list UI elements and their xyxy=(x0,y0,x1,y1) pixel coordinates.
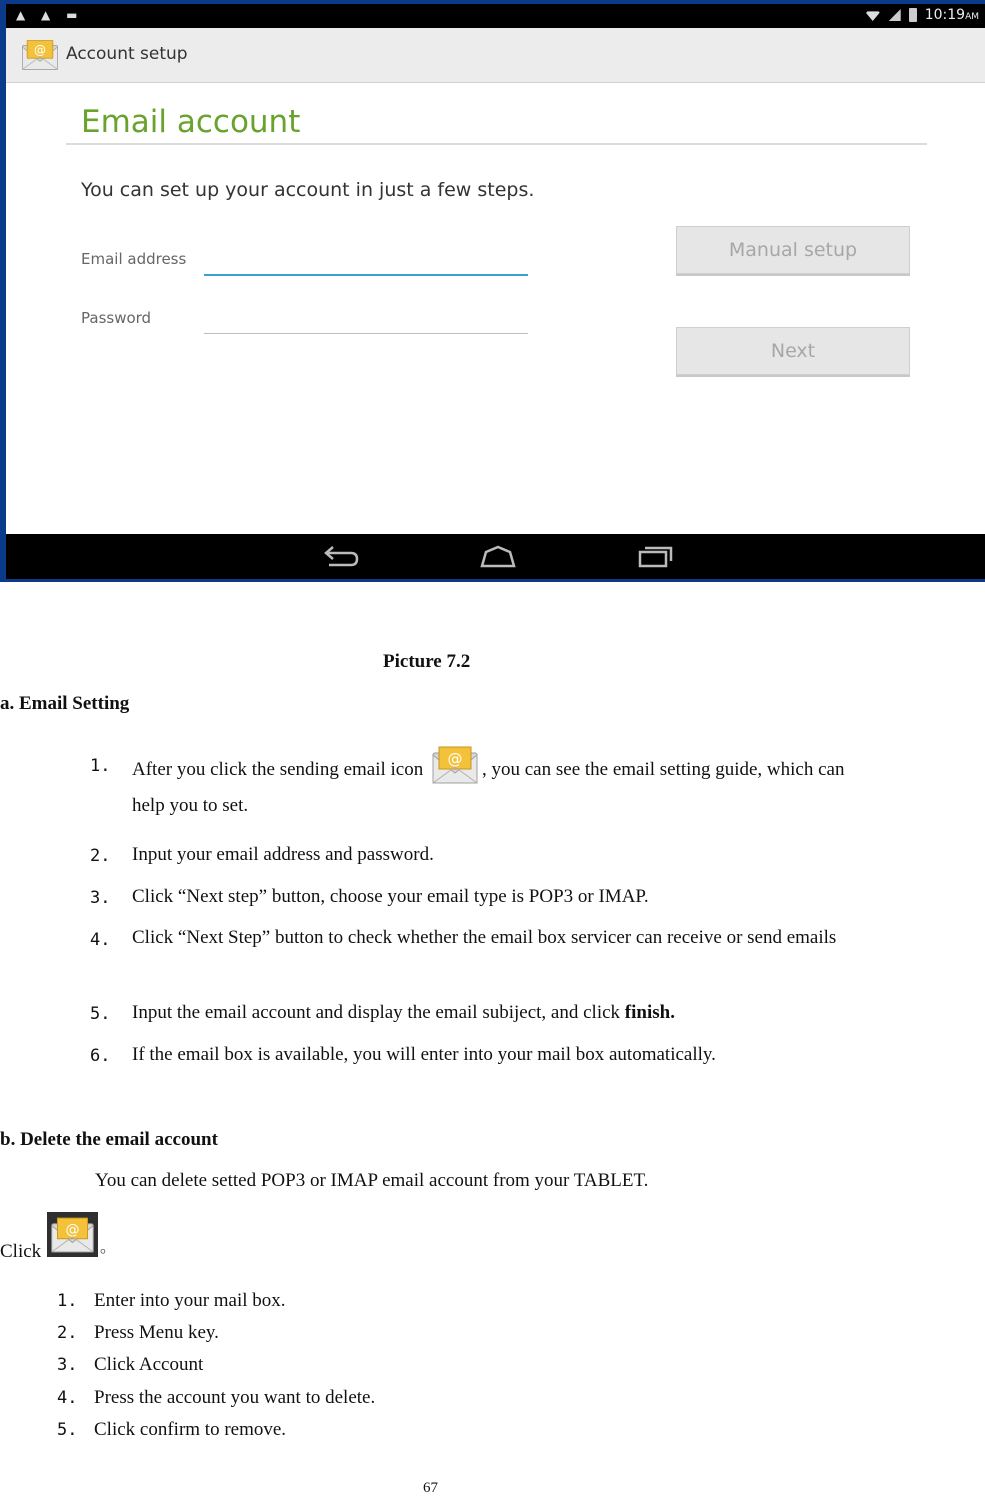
step-text: Enter into your mail box. xyxy=(94,1290,286,1311)
recent-apps-icon[interactable] xyxy=(636,544,676,570)
step-text: Press the account you want to delete. xyxy=(94,1387,376,1408)
step-number: 5. xyxy=(57,1420,78,1440)
step-number: 2. xyxy=(90,846,111,866)
step-text: Click Account xyxy=(94,1354,204,1375)
step-number: 6. xyxy=(90,1046,111,1066)
action-bar xyxy=(6,28,985,83)
section-a-title: a. Email Setting xyxy=(0,693,130,714)
email-address-input[interactable] xyxy=(204,248,528,276)
status-right xyxy=(865,7,979,23)
clock: 10:19AM xyxy=(924,7,979,23)
tablet-screen xyxy=(6,4,985,579)
navigation-bar xyxy=(6,534,985,579)
punctuation: 。 xyxy=(100,1239,117,1256)
section-b-intro: You can delete setted POP3 or IMAP email account from your TABLET. xyxy=(95,1170,649,1191)
step-text: Press Menu key. xyxy=(94,1322,219,1343)
step-text: After you click the sending email icon , you can see the email setting guide, which can help you to set. xyxy=(132,745,870,824)
action-bar-title: Account setup xyxy=(66,44,188,64)
email-address-label: Email address xyxy=(81,250,187,268)
battery-icon xyxy=(909,8,917,22)
password-label: Password xyxy=(81,309,152,327)
click-instruction: Click xyxy=(0,1241,42,1262)
intro-text: You can set up your account in just a few steps. xyxy=(81,179,535,201)
step-number: 4. xyxy=(57,1388,78,1408)
device-screenshot xyxy=(0,0,985,582)
section-a-step xyxy=(90,755,870,835)
section-b-title: b. Delete the email account xyxy=(0,1129,218,1150)
step-text: Click confirm to remove. xyxy=(94,1419,287,1440)
step-number: 4. xyxy=(90,930,111,950)
step-number: 5. xyxy=(90,1004,111,1024)
back-icon[interactable] xyxy=(321,544,361,570)
page-title: Email account xyxy=(81,104,301,140)
email-icon xyxy=(47,1212,98,1257)
home-icon[interactable] xyxy=(478,544,518,570)
step-number: 2. xyxy=(57,1323,78,1343)
wifi-icon xyxy=(865,9,881,21)
figure-caption: Picture 7.2 xyxy=(383,651,471,672)
email-icon xyxy=(430,745,480,785)
email-app-icon[interactable] xyxy=(20,39,60,71)
step-text: Click “Next Step” button to check whether the email box servicer can receive or send emails xyxy=(132,927,837,948)
step-text: Click “Next step” button, choose your email type is POP3 or IMAP. xyxy=(132,886,649,907)
step-number: 1. xyxy=(90,756,111,776)
heading-divider xyxy=(66,143,927,145)
status-bar xyxy=(6,4,985,28)
step-text: Input your email address and password. xyxy=(132,844,434,865)
step-number: 3. xyxy=(90,888,111,908)
page-number: 67 xyxy=(423,1480,438,1496)
manual-setup-button[interactable]: Manual setup xyxy=(676,226,910,274)
next-button[interactable]: Next xyxy=(676,327,910,375)
step-text: If the email box is available, you will enter into your mail box automatically. xyxy=(132,1044,716,1065)
step-number: 3. xyxy=(57,1355,78,1375)
notification-icons: ▲ ▲ ▬ xyxy=(16,8,84,22)
signal-icon xyxy=(889,9,901,21)
step-number: 1. xyxy=(57,1291,78,1311)
password-input[interactable] xyxy=(204,307,528,334)
step-text: Input the email account and display the email subiject, and click finish. xyxy=(132,1002,675,1023)
